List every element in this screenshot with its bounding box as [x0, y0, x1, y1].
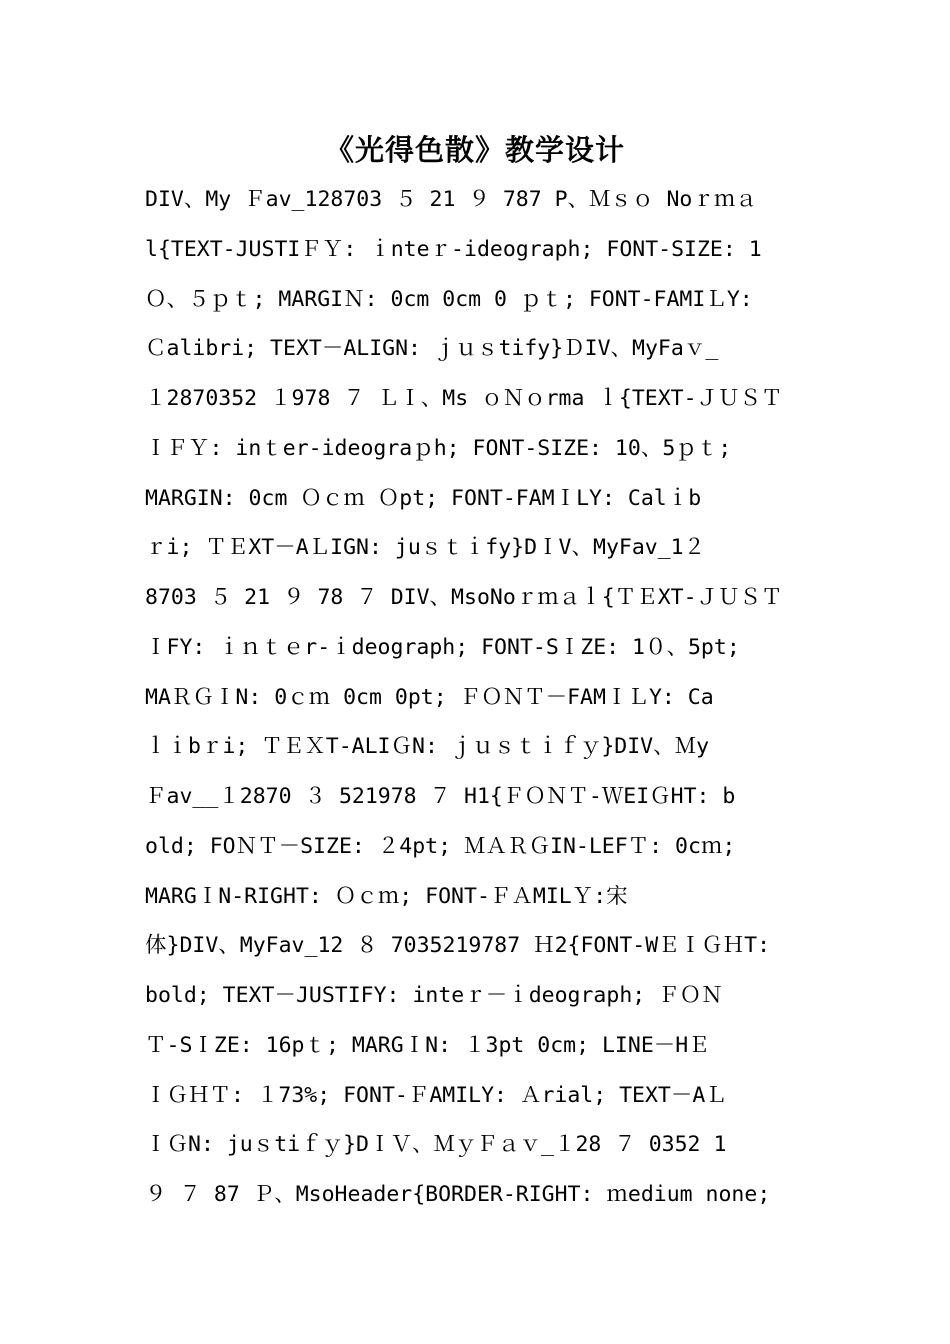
body-line: Ｃalibri; TEXT－ALIGN: ｊｕｓtify}ＤIV、MyFaｖ_: [145, 336, 719, 362]
body-line: Ｏ、５ｐｔ; MARGIＮ: 0cm 0cm 0 ｐｔ; FONT-FAMIＬY:: [145, 286, 753, 312]
body-line: ９ ７ 87 Ｐ、MsoHeader{BORDER-RIGHT: ｍedium none;: [145, 1182, 771, 1207]
body-line: Ｔ-SＩZE: 16pｔ; MARGＩN: １3pt 0cm; LINE－HＥ: [145, 1032, 710, 1058]
body-line: old; FOＮＴ－SIZE: ２4pt; ＭＡＲＧIN-LEFＴ: 0cｍ;: [145, 833, 736, 859]
body-line: Ｆav__１2870 ３ 521978 ７ H1{ＦＯＮＴ-ＷEIＧHT: b: [145, 784, 736, 809]
document-body: [145, 180, 815, 1225]
body-line: ＩＧＨＴ: １73%; FONT-ＦAMILY: Ａrial; TEXT－AＬ: [145, 1082, 727, 1108]
body-line: DIV、My Ｆav_128703 ５ 21 ９ 787 P、Ｍｓｏ Noｒｍａ: [145, 187, 757, 212]
body-line: １2870352 １978 ７ ＬＩ、Ms ｏＮｏrma ｌ{TEXT-ＪＵＳＴ: [145, 386, 783, 411]
body-line: l{TEXT-JUSTIＦＹ: ｉnteｒ-ideograph; FONT-SIZE: 1: [145, 236, 762, 262]
body-line: MAＲＧＩN: 0ｃｍ 0cm 0pt; ＦＯＮＴ－FAMＩＬY: Ca: [145, 684, 714, 710]
body-line: bold; TEXT－JUSTIFY: inteｒ－ｉdeograph; ＦＯＮ: [145, 983, 723, 1008]
body-line: ＩＦＹ: inｔer-ideograｐh; FONT-SIZE: 10、5ｐｔ;: [145, 435, 732, 461]
document-title: 《光得色散》教学设计: [324, 133, 625, 167]
body-line: 8703 ５ 21 ９ 78 ７ DIV、MsoNoｒｍａｌ{ＴＥXT-ＪＵＳＴ: [145, 585, 783, 610]
body-line: ｒi; ＴＥXT－AＬIGN: juｓｔｉfy}DＩV、MyFav_1２: [145, 535, 706, 561]
body-line: ＩFY: ｉｎｔｅr-ｉdeograph; FONT-SＩZE: 1０、5pt;: [145, 634, 740, 660]
body-line: MARGIN: 0cm Ｏｃｍ Ｏpt; FONT-FAMＩLY: Calｉb: [145, 485, 702, 511]
body-line: MARGＩN-RIGHT: Ｏｃｍ; FONT-ＦＡMILＹ:宋: [145, 883, 628, 909]
body-line: ＩＧN: juｓtiｆｙ}DＩＶ、ＭｙＦａｖ_１28 ７ 0352 1: [145, 1132, 727, 1158]
body-line: 体}DIV、MyFav_12 ８ 7035219787 Ｈ2{FONT-WＥＩＧＨT:: [145, 933, 771, 959]
body-line: ｌｉbｒi; ＴＥＸT-ALIＧN: ｊｕｓｔｉｆｙ}DIV、Ｍy: [145, 734, 710, 760]
